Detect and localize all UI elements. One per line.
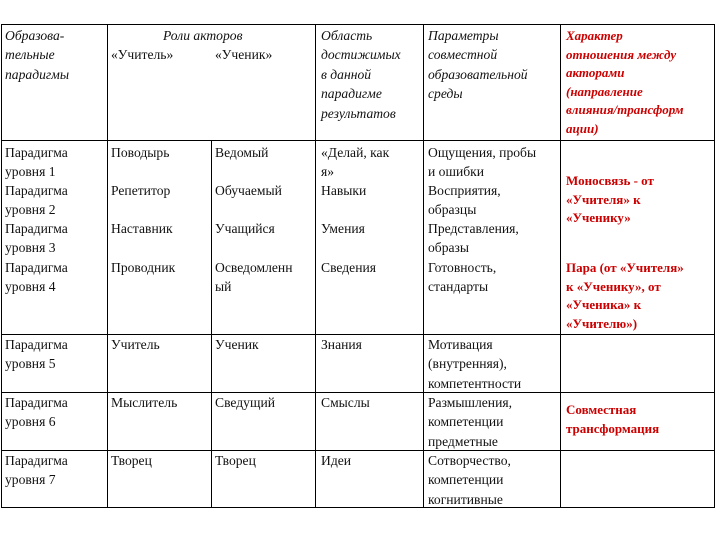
row1-student: Ведомый xyxy=(215,145,269,160)
row3-student: Учащийся xyxy=(215,221,275,236)
row7-teacher: Творец xyxy=(111,453,152,468)
row1-paradigm: Парадигма уровня 1 xyxy=(5,145,68,180)
row3-area: Умения xyxy=(321,221,365,236)
row4-student: Осведомленн ый xyxy=(215,260,293,295)
row7-area: Идеи xyxy=(321,453,352,468)
row4-paradigm: Парадигма уровня 4 xyxy=(5,260,68,295)
row4-area: Сведения xyxy=(321,260,377,275)
header-teacher: «Учитель» xyxy=(111,47,174,62)
row5-teacher: Учитель xyxy=(111,337,160,352)
paradigms-table xyxy=(0,24,720,508)
row1-area: «Делай, как я» xyxy=(321,145,390,180)
relation-pair: Пара (от «Учителя» к «Ученику», от «Ученика» к «Учителю») xyxy=(566,260,684,331)
header-area: Область достижимых в данной парадигме результатов xyxy=(321,28,401,121)
row5-paradigm: Парадигма уровня 5 xyxy=(5,337,68,372)
row7-paradigm: Парадигма уровня 7 xyxy=(5,453,68,488)
row6-area: Смыслы xyxy=(321,395,370,410)
row7-student: Творец xyxy=(215,453,256,468)
row3-paradigm: Парадигма уровня 3 xyxy=(5,221,68,256)
row2-params: Восприятия, образцы xyxy=(428,183,501,218)
relation-joint: Совместная трансформация xyxy=(566,402,660,436)
relation-mono: Моносвязь - от «Учителя» к «Ученику» xyxy=(566,173,654,226)
row4-teacher: Проводник xyxy=(111,260,176,275)
row6-teacher: Мыслитель xyxy=(111,395,178,410)
row3-params: Представления, образы xyxy=(428,221,519,256)
row6-params: Размышления, компетенции предметные xyxy=(428,395,512,449)
header-student: «Ученик» xyxy=(215,47,273,62)
row7-params: Сотворчество, компетенции когнитивные xyxy=(428,453,511,507)
header-relation: Характер отношения между акторами (направление влияния/трансформ ации) xyxy=(566,28,684,136)
row5-student: Ученик xyxy=(215,337,259,352)
row2-student: Обучаемый xyxy=(215,183,282,198)
row5-area: Знания xyxy=(321,337,362,352)
row2-teacher: Репетитор xyxy=(111,183,171,198)
row4-params: Готовность, стандарты xyxy=(428,260,497,295)
row5-params: Мотивация (внутренняя), компетентности xyxy=(428,337,522,391)
row3-teacher: Наставник xyxy=(111,221,173,236)
row2-paradigm: Парадигма уровня 2 xyxy=(5,183,68,218)
header-roles-title: Роли акторов xyxy=(163,28,243,43)
row6-student: Сведущий xyxy=(215,395,275,410)
row6-paradigm: Парадигма уровня 6 xyxy=(5,395,68,430)
row1-params: Ощущения, пробы и ошибки xyxy=(428,145,537,180)
row2-area: Навыки xyxy=(321,183,367,198)
row1-teacher: Поводырь xyxy=(111,145,170,160)
header-params: Параметры совместной образовательной среды xyxy=(428,28,528,102)
header-paradigms: Образова- тельные парадигмы xyxy=(5,28,70,82)
